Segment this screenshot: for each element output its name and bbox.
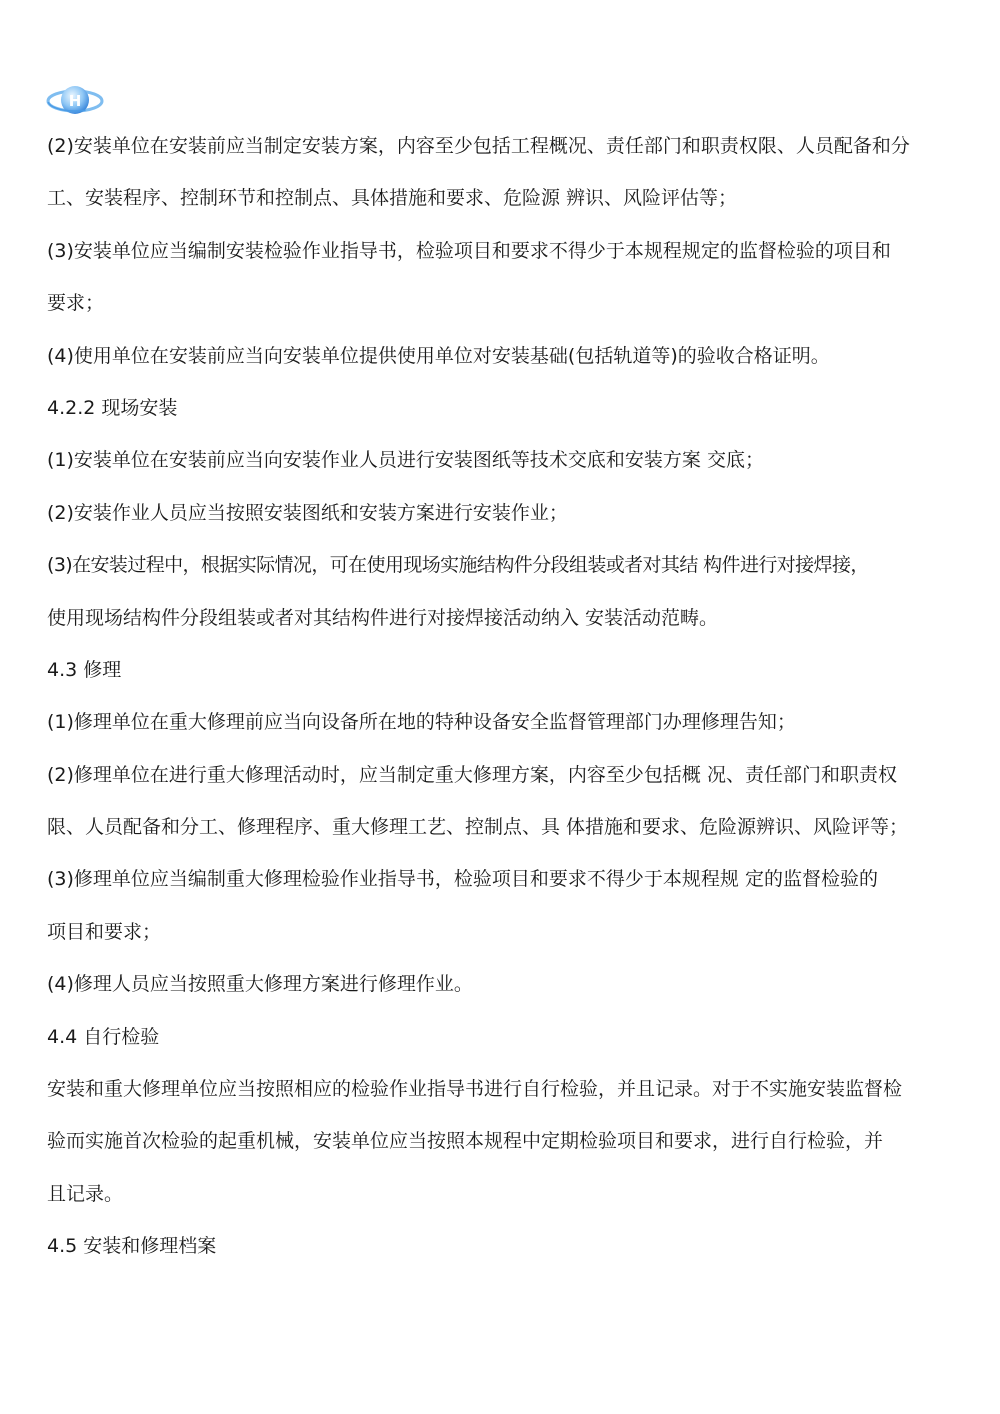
text-line: (2)安装单位在安装前应当制定安装方案，内容至少包括工程概况、责任部门和职责权限、人员配备和分	[47, 135, 910, 157]
text-line: 工、安装程序、控制环节和控制点、具体措施和要求、危险源 辨识、风险评估等；	[47, 187, 738, 210]
svg-text:H: H	[68, 92, 82, 110]
text-line: (4)使用单位在安装前应当向安装单位提供使用单位对安装基础(包括轨道等)的验收合格证明。	[47, 344, 830, 367]
text-line: 且记录。	[47, 1182, 124, 1205]
text-line: 验而实施首次检验的起重机械，安装单位应当按照本规程中定期检验项目和要求，进行自行检验，并	[47, 1130, 884, 1153]
text-line: 使用现场结构件分段组装或者对其结构件进行对接焊接活动纳入 安装活动范畴。	[47, 606, 719, 629]
globe-logo-icon	[46, 80, 104, 120]
logo	[46, 80, 104, 120]
text-line: (4)修理人员应当按照重大修理方案进行修理作业。	[47, 973, 473, 996]
text-line: 要求；	[47, 292, 105, 315]
section-heading: 4.5 安装和修理档案	[47, 1235, 217, 1258]
text-line: 安装和重大修理单位应当按照相应的检验作业指导书进行自行检验，并且记录。对于不实施安装监督检	[47, 1078, 903, 1101]
text-line: 项目和要求；	[47, 920, 162, 943]
text-line: (2)修理单位在进行重大修理活动时，应当制定重大修理方案，内容至少包括概 况、责任部门和职责权	[47, 763, 897, 786]
section-heading: 4.2.2 现场安装	[47, 396, 178, 419]
section-heading: 4.3 修理	[47, 658, 122, 681]
text-line: (2)安装作业人员应当按照安装图纸和安装方案进行安装作业；	[47, 501, 568, 524]
text-line: (3)在安装过程中，根据实际情况，可在使用现场实施结构件分段组装或者对其结 构件进行对接焊接，	[47, 554, 869, 577]
document-body	[47, 120, 962, 1273]
text-line: (1)安装单位在安装前应当向安装作业人员进行安装图纸等技术交底和安装方案 交底；	[47, 449, 764, 472]
text-line: (3)安装单位应当编制安装检验作业指导书，检验项目和要求不得少于本规程规定的监督检验的项目和	[47, 239, 891, 262]
text-line: 限、人员配备和分工、修理程序、重大修理工艺、控制点、具 体措施和要求、危险源辨识、风险评等；	[47, 816, 909, 839]
text-line: (1)修理单位在重大修理前应当向设备所在地的特种设备安全监督管理部门办理修理告知；	[47, 711, 796, 734]
section-heading: 4.4 自行检验	[47, 1025, 160, 1048]
text-line: (3)修理单位应当编制重大修理检验作业指导书，检验项目和要求不得少于本规程规 定的监督检验的	[47, 868, 878, 891]
